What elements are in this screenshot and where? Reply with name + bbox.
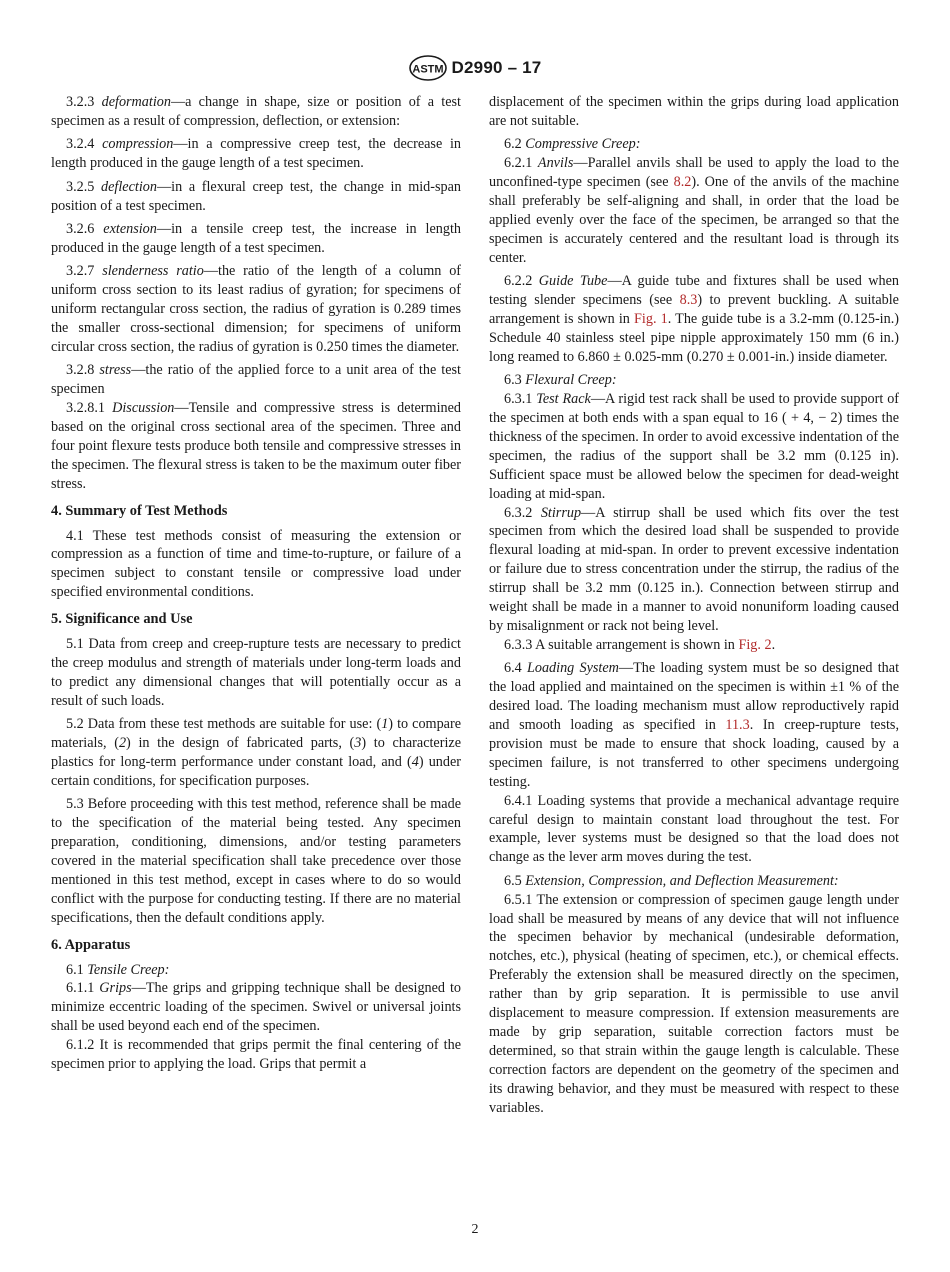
astm-logo-icon — [409, 55, 447, 81]
para-6-1-2: 6.1.2 It is recommended that grips permit the final centering of the specimen prior to applying the load. Grips that permit a — [51, 1037, 461, 1073]
page-header — [0, 52, 950, 84]
para-6-1-1: 6.1.1 Grips—The grips and gripping technique shall be designed to minimize eccentric loading of the specimen. Swivel or universal joints shall be used beyond each end of the specimen. — [51, 980, 461, 1035]
logo-text: ASTM — [411, 63, 444, 76]
para-3-2-4: 3.2.4 compression—in a compressive creep test, the decrease in length produced in the gauge length of a test specimen. — [51, 136, 462, 172]
link-section-11-3[interactable]: 11.3 — [725, 717, 750, 733]
para-6-3-1: 6.3.1 Test Rack—A rigid test rack shall be used to provide support of the specimen at both ends with a span equal to 16 ( + 4, − 2) times the thickness of the specimen. In order to avoid excessive indentation of the specimen, the radius of the support shall be 3.2 mm (0.125 in). Sufficient space must be allowed below the specimen for dead-weight loading at mid-span. — [489, 391, 900, 502]
para-3-2-6: 3.2.6 extension—in a tensile creep test, the increase in length produced in the gauge length of a test specimen. — [51, 220, 462, 256]
section-heading-4: 4. Summary of Test Methods — [51, 502, 228, 519]
para-6-3-3: 6.3.3 A suitable arrangement is shown in Fig. 2. — [504, 636, 776, 653]
para-3-2-8-1: 3.2.8.1 Discussion—Tensile and compressive stress is determined based on the original cross sectional area of the specimen. Three and four point flexure tests produce both tensile and compressive stresses in the specimen. The flexural stress is taken to be the maximum outer fiber stress. — [51, 400, 461, 492]
para-6-4-1: 6.4.1 Loading systems that provide a mechanical advantage require careful design to maintain constant load throughout the test. For example, lever systems must be designed so that the load does not change as the lever arm moves during the test. — [489, 792, 899, 866]
link-section-8-3[interactable]: 8.3 — [679, 292, 698, 309]
para-6-1: 6.1 Tensile Creep: — [66, 961, 170, 978]
para-6-2-2: 6.2.2 Guide Tube—A guide tube and fixtures shall be used when testing slender specimens (see 8.3) to prevent buckling. A suitable arrangement is shown in Fig. 1. The guide tube is a 3.2-mm (0.125-in.) Schedule 40 stainless steel pipe nipple approximately 150 mm (6 in.) long reamed to 6.860 ± 0.025-mm (0.270 ± 0.001-in.) inside diameter. — [489, 273, 900, 365]
link-fig-1[interactable]: Fig. 1 — [634, 310, 668, 327]
section-heading-5: 5. Significance and Use — [51, 611, 193, 628]
right-column — [489, 93, 899, 1122]
para-5-1: 5.1 Data from creep and creep-rupture tests are necessary to predict the creep modulus and strength of materials under long-term loads and to predict any dimensional changes that will potentially occur as a result of such loads. — [51, 636, 461, 709]
para-6-5-1: 6.5.1 The extension or compression of specimen gauge length under load shall be measured by means of any device that will not influence the specimen behavior by mechanical (undesirable deformation, notches, etc.), physical (heating of specimen, etc.), or chemical effects. Preferably the extension shall be measured directly on the specimen, rather than by grip separation. It is permissible to use anvil displacement to measure compression. If extension measurements are made by grip separation, suitable correction factors must be determined, so that strain within the gauge length is calculable. These correction factors are dependent on the geometry of the specimen and its drawing behavior, and they must be measured with respect to these variables. — [489, 891, 899, 1116]
para-6-5: 6.5 Extension, Compression, and Deflection Measurement: — [504, 872, 839, 889]
para-4-1: 4.1 These test methods consist of measuring the extension or compression as a function of time and time-to-rupture, or failure of a specimen subject to constant tensile or compressive load under specified environmental conditions. — [51, 527, 461, 601]
page-number: 2 — [471, 1222, 479, 1237]
para-3-2-3: 3.2.3 deformation—a change in shape, size or position of a test specimen as a result of compression, deflection, or extension: — [51, 94, 461, 129]
left-column — [51, 93, 461, 1079]
para-6-4: 6.4 Loading System—The loading system must be so designed that the load applied and maintained on the specimen is within ±1 % of the desired load. The loading mechanism must allow reproductively rapid and smooth loading as specified in 11.3. In creep-rupture tests, provision must be made to ensure that shock loading, caused by a specimen failure, is not transferred to other specimens undergoing testing. — [489, 660, 900, 790]
para-3-2-7: 3.2.7 slenderness ratio—the ratio of the length of a column of uniform cross section to its least radius of gyration; for specimens of uniform rectangular cross section, the radius of gyration is 0.289 times the smaller cross-sectional dimension; for specimens of uniform circular cross section, the radius of gyration is 0.250 times the diameter. — [51, 263, 462, 355]
para-6-2-1: 6.2.1 Anvils—Parallel anvils shall be used to apply the load to the unconfined-type specimen (see 8.2). One of the anvils of the machine shall preferably be self-aligning and shall, in order that the load be applied evenly over the face of the specimen, be arranged so that the specimen is accurately centered and the resultant load is through its center. — [489, 155, 900, 266]
link-fig-2[interactable]: Fig. 2 — [738, 636, 772, 653]
para-5-3: 5.3 Before proceeding with this test method, reference shall be made to the specification of the material being tested. Any specimen preparation, conditioning, dimensions, and/or testing parameters covered in the material specification shall take precedence over those mentioned in this test method, except in cases where to do so would conflict with the purpose for conducting testing. If there are no material specifications, then the default conditions apply. — [51, 796, 461, 926]
document-designation: D2990 – 17 — [451, 58, 542, 77]
para-6-2: 6.2 Compressive Creep: — [504, 136, 641, 153]
link-section-8-2[interactable]: 8.2 — [673, 174, 692, 191]
para-continuation: displacement of the specimen within the grips during load application are not suitable. — [489, 94, 899, 129]
para-3-2-8: 3.2.8 stress—the ratio of the applied force to a unit area of the test specimen — [51, 362, 461, 398]
para-3-2-5: 3.2.5 deflection—in a flexural creep test, the change in mid-span position of a test specimen. — [51, 178, 462, 214]
para-5-2: 5.2 Data from these test methods are suitable for use: (1) to compare materials, (2) in the design of fabricated parts, (3) to characterize plastics for long-term performance under constant load, and (4) under certain conditions, for specification purposes. — [51, 716, 461, 789]
para-6-3-2: 6.3.2 Stirrup—A stirrup shall be used which fits over the test specimen from which the desired load shall be suspended to provide flexural loading at mid-span. In order to prevent excessive indentation or failure due to stress concentration under the stirrup, the radius of the stirrup shall be 3.2 mm (0.125 in.). Connection between stirrup and weight shall be made in a manner to avoid nonuniform loading caused by misalignment or rack not being level. — [489, 504, 899, 634]
section-heading-6: 6. Apparatus — [51, 936, 131, 953]
para-6-3: 6.3 Flexural Creep: — [504, 372, 617, 389]
